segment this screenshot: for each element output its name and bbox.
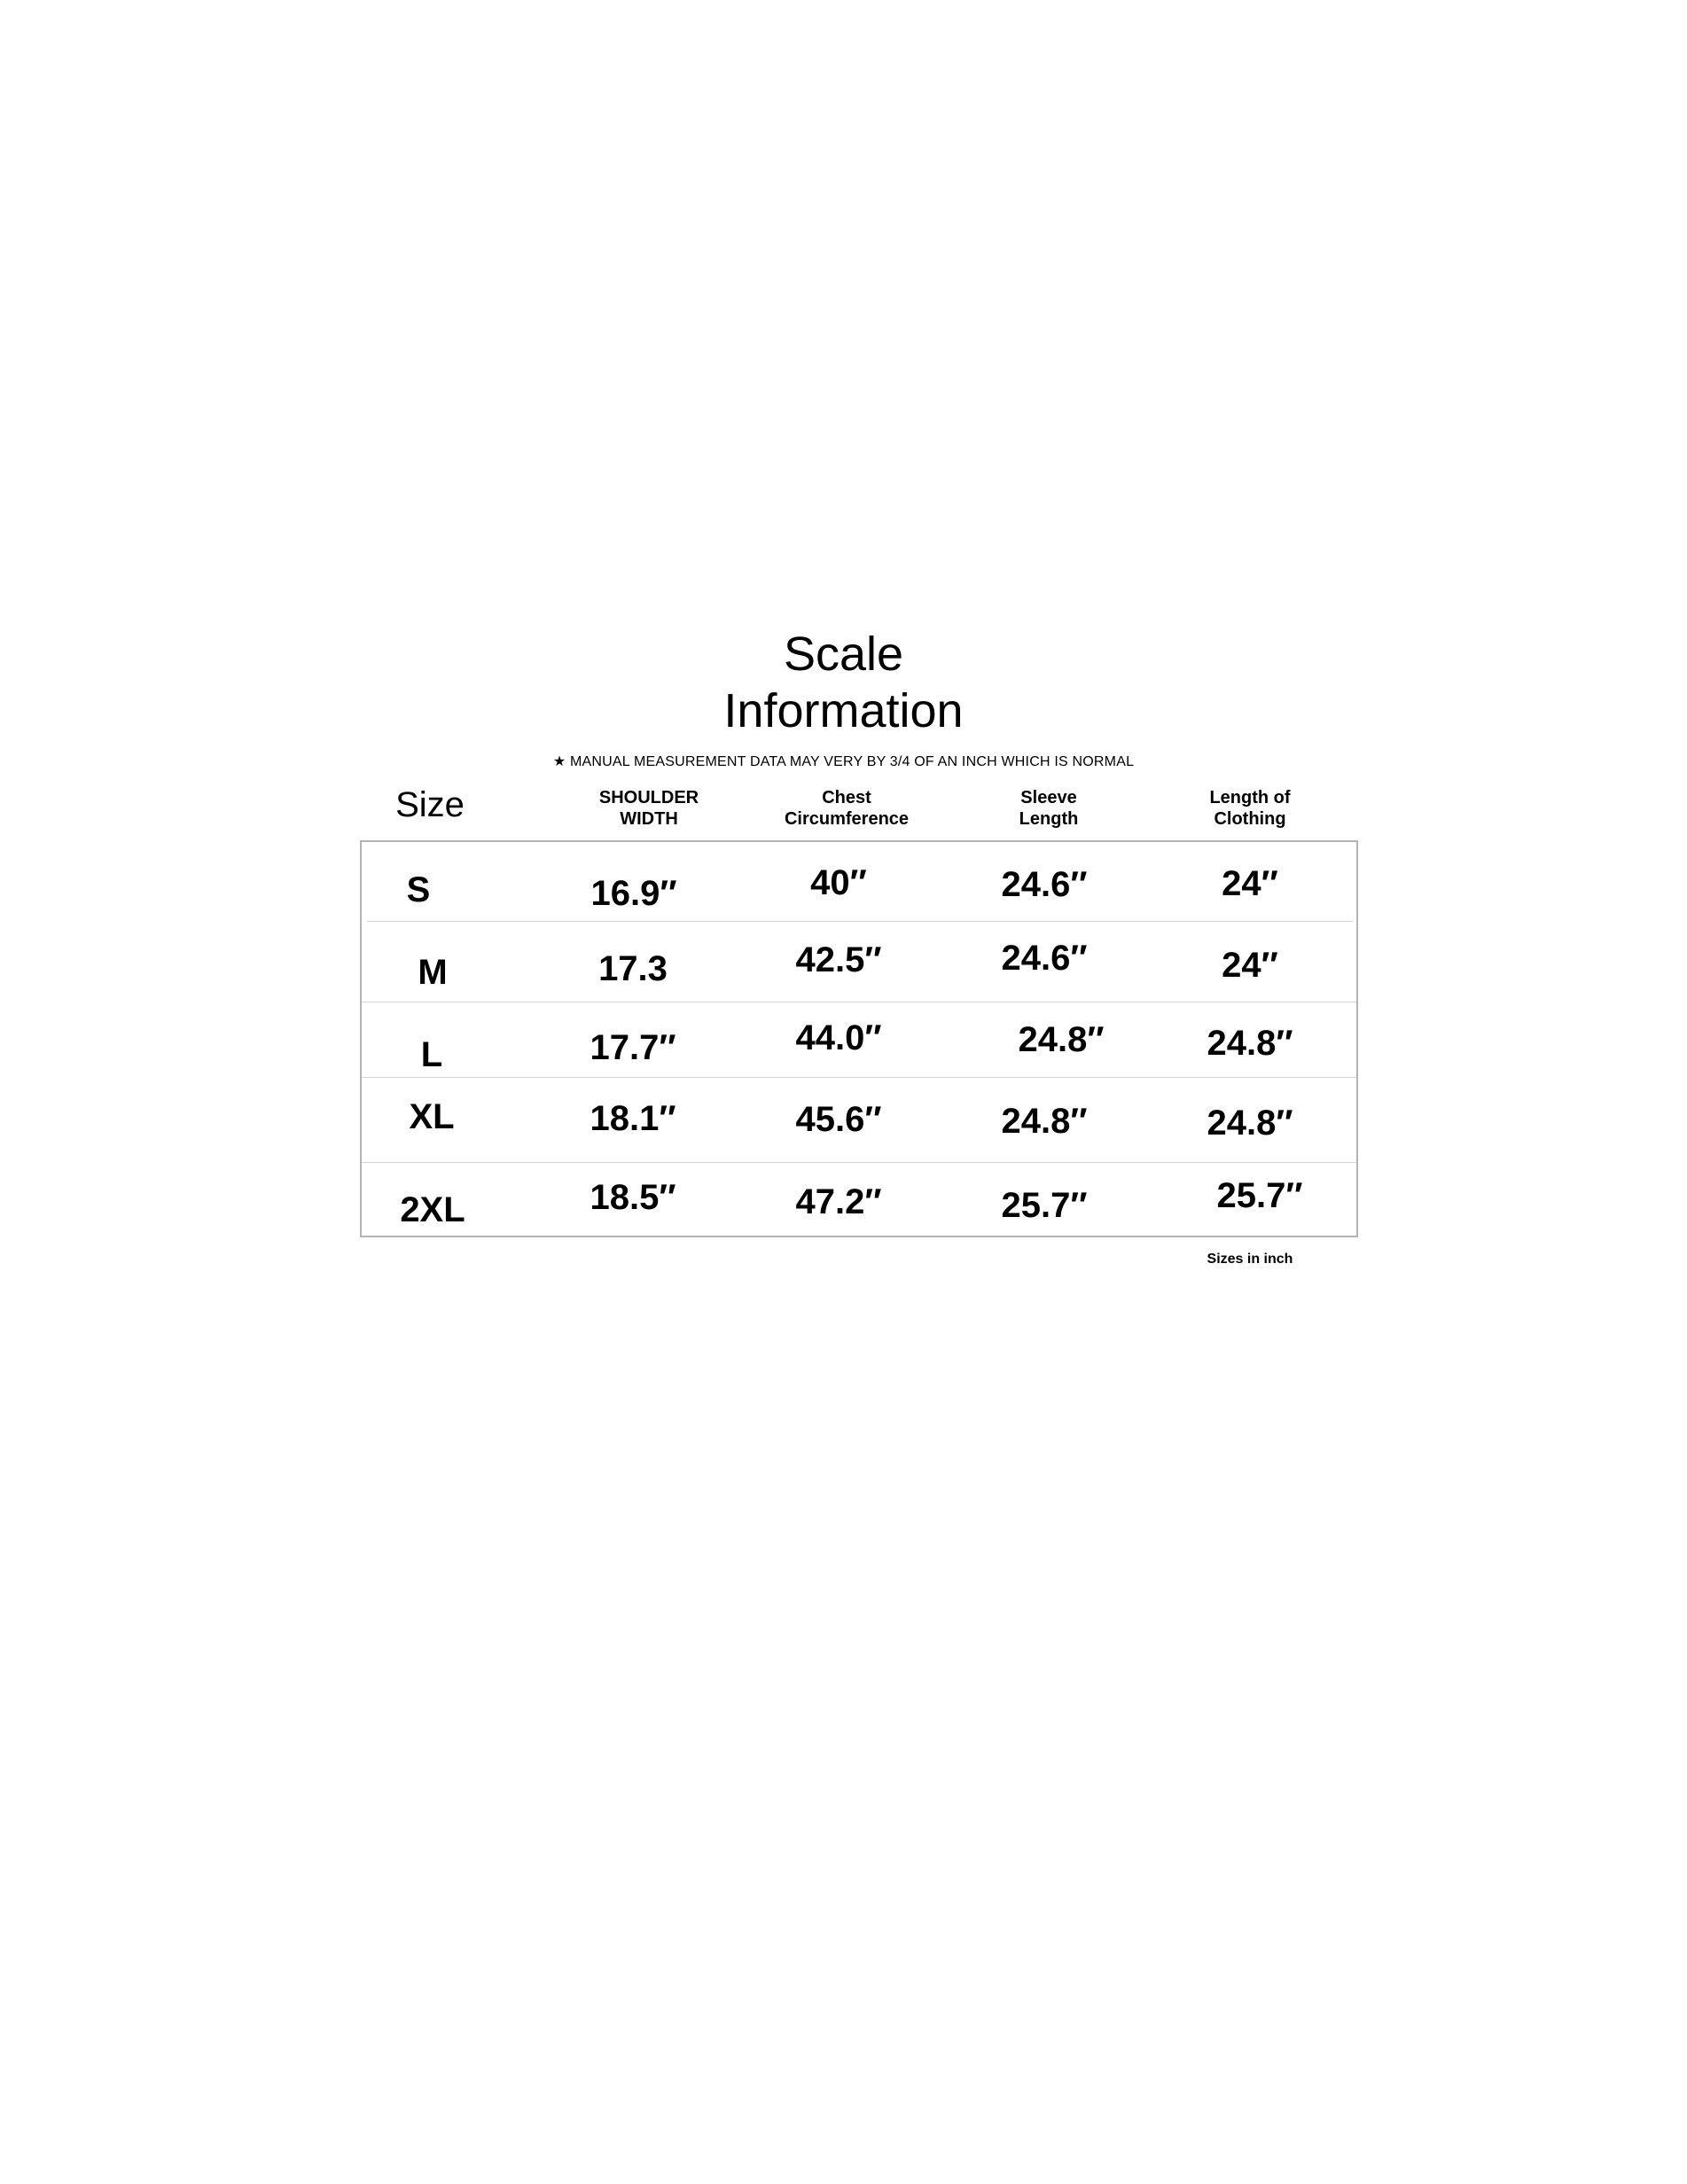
row-divider [362,1162,1356,1163]
shoulder-width-cell: 18.5″ [590,1178,676,1217]
length-cell: 24.8″ [1207,1024,1293,1063]
chest-cell: 47.2″ [795,1182,882,1221]
chest-cell: 44.0″ [795,1018,882,1057]
length-cell: 24″ [1222,946,1278,985]
column-header-shoulder-width: SHOULDER WIDTH [598,788,699,829]
shoulder-width-cell: 16.9″ [590,874,677,913]
sleeve-cell: 25.7″ [1001,1186,1088,1225]
size-column-header: Size [395,785,465,824]
measurement-note: ★ MANUAL MEASUREMENT DATA MAY VERY BY 3/4 OF AN INCH WHICH IS NORMAL [552,754,1135,769]
length-cell: 24.8″ [1207,1104,1293,1143]
size-cell: 2XL [400,1190,465,1229]
length-cell: 25.7″ [1216,1176,1303,1215]
size-cell: XL [409,1097,455,1136]
column-header-length: Length of Clothing [1209,788,1291,829]
row-divider [367,921,1353,922]
size-cell: L [420,1035,443,1074]
sleeve-cell: 24.6″ [1001,939,1088,978]
size-cell: S [406,870,431,909]
row-divider [362,1077,1356,1078]
chest-cell: 40″ [810,863,867,902]
shoulder-width-cell: 18.1″ [590,1099,676,1138]
units-footnote: Sizes in inch [1207,1252,1293,1267]
chest-cell: 45.6″ [795,1100,882,1139]
chest-cell: 42.5″ [795,940,882,979]
shoulder-width-cell: 17.7″ [590,1028,676,1067]
title-line-1: Scale [783,628,904,681]
shoulder-width-cell: 17.3 [598,949,668,988]
sleeve-cell: 24.8″ [1018,1020,1105,1059]
size-cell: M [418,953,448,992]
column-header-sleeve: Sleeve Length [1019,788,1079,829]
sleeve-cell: 24.8″ [1001,1102,1088,1141]
column-header-chest: Chest Circumference [784,788,910,829]
title-line-2: Information [723,684,964,737]
length-cell: 24″ [1222,864,1278,903]
sleeve-cell: 24.6″ [1001,865,1088,904]
